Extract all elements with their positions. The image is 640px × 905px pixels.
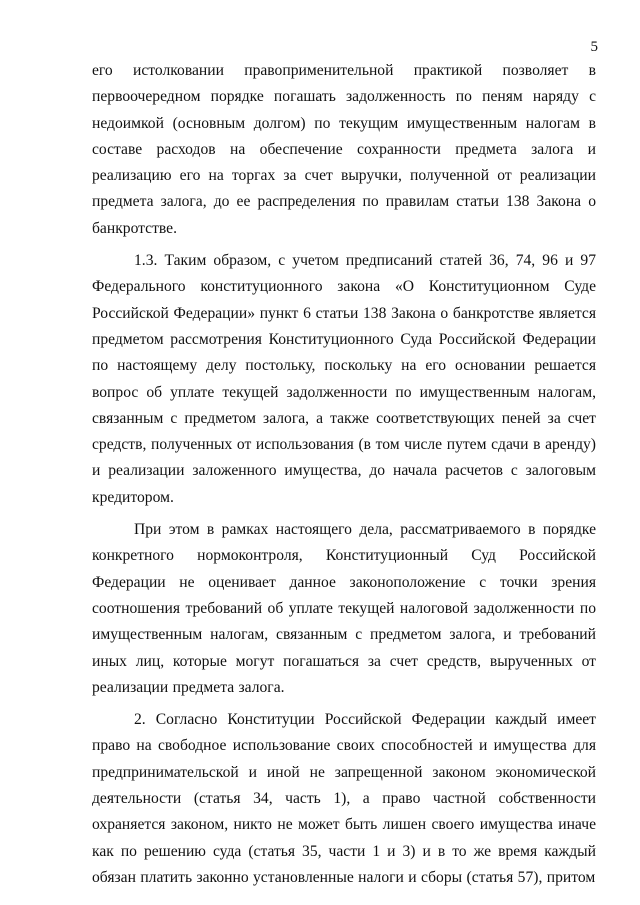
paragraph-normcontrol: При этом в рамках настоящего дела, рассматриваемого в порядке конкретного нормоконтроля, Конституционный Суд Российской Федерации не оценивает данное законоположение с точки зрения соотношения требований об уплате текущей налоговой задолженности по имущественным налогам, связанным с предметом залога, и требований иных лиц, которые могут погашаться за счет средств, вырученных от реализации предмета залога.	[92, 521, 596, 696]
paragraph-continuation: его истолковании правоприменительной практикой позволяет в первоочередном порядке погашать задолженность по пеням наряду с недоимкой (основным долгом) по текущим имущественным налогам в составе расходов на обеспечение сохранности предмета залога и реализацию его на торгах за счет выручки, полученной от реализации предмета залога, до ее распределения по правилам статьи 138 Закона о банкротстве.	[92, 62, 596, 237]
paragraph-1-3: 1.3. Таким образом, с учетом предписаний статей 36, 74, 96 и 97 Федерального конституционного закона «О Конституционном Суде Российской Федерации» пункт 6 статьи 138 Закона о банкротстве является предметом рассмотрения Конституционного Суда Российской Федерации по настоящему делу постольку, поскольку на его основании решается вопрос об уплате текущей задолженности по имущественным налогам, связанным с предметом залога, а также соответствующих пеней за счет средств, полученных от использования (в том числе путем сдачи в аренду) и реализации заложенного имущества, до начала расчетов с залоговым кредитором.	[92, 252, 596, 506]
paragraph-2: 2. Согласно Конституции Российской Федерации каждый имеет право на свободное использование своих способностей и имущества для предпринимательской и иной не запрещенной законом экономической деятельности (статья 34, часть 1), а право частной собственности охраняется законом, никто не может быть лишен своего имущества иначе как по решению суда (статья 35, части 1 и 3) и в то же время каждый обязан платить законно установленные налоги и сборы (статья 57), притом	[92, 711, 596, 886]
document-body	[92, 58, 596, 891]
page-number: 5	[590, 39, 598, 55]
